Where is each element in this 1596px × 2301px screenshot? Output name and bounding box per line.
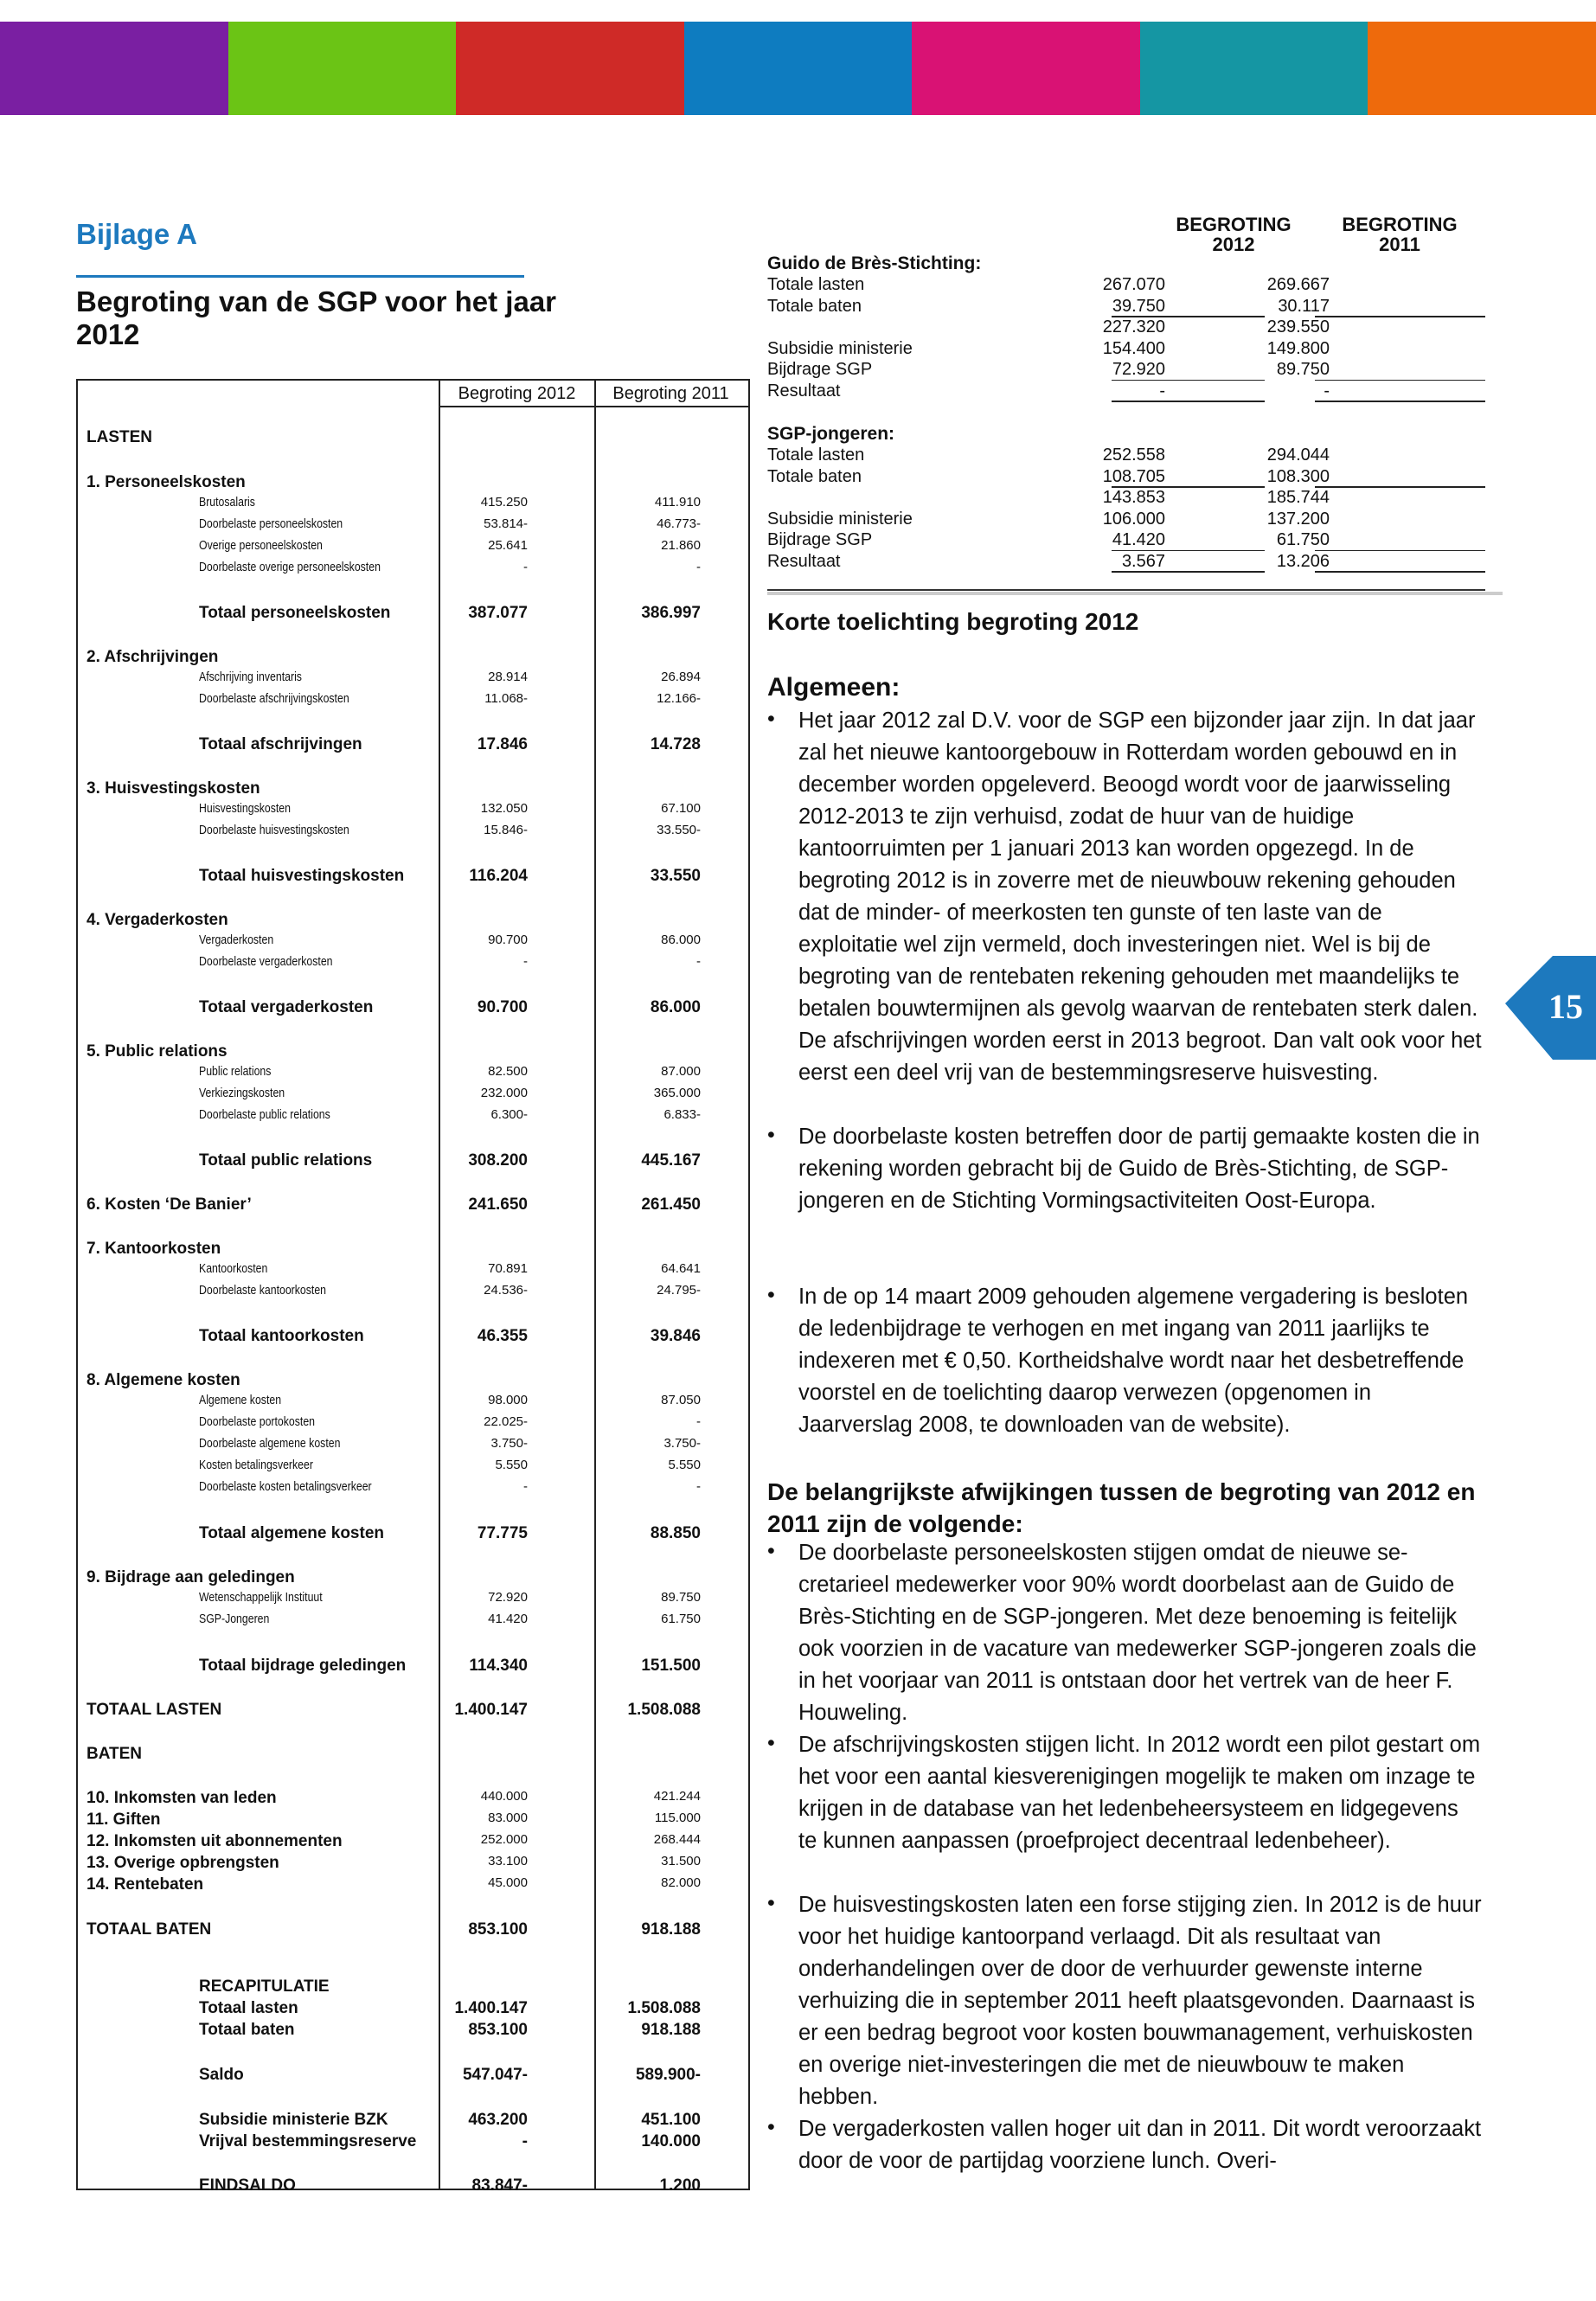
org-row: [767, 467, 1485, 488]
org-value-2011: 30.117: [1278, 296, 1330, 316]
org-value-2012: 39.750: [1112, 296, 1165, 316]
org-value-2012: 227.320: [1102, 317, 1165, 336]
value-2011: 33.550-: [657, 823, 701, 837]
bullet-text: De doorbelaste personeelskosten stijgen omdat de nieuwe secretarieel medewerker voor 90% wordt doorbelast aan de Guido de Brès-Stichting en de SGP-jongeren. Met deze benoeming is feitelijk ook voorzien in de vacature van medewerker SGP-jongeren zoals die in het voorjaar van 2011 is ontstaan door het vertrek van de heer F. Houweling.: [798, 1541, 1477, 1725]
row-label: Afschrijving inventaris: [199, 670, 302, 684]
row-label: Totaal afschrijvingen: [199, 735, 362, 753]
table-row: [78, 1789, 748, 1811]
table-row: [78, 1657, 748, 1678]
value-2011: 1.200: [659, 2176, 701, 2195]
bullet-text: De afschrijvingskosten stijgen licht. In 2012 wordt een pilot gestart om het voor een aantal kiesverenigingen mogelijk te maken om inzage te krijgen in de database van het ledenbeheersysteem en lidgegevens te kunnen aanpassen (proefproject decentraal ledenbeheer).: [798, 1733, 1481, 1853]
value-2012: 3.750-: [490, 1436, 528, 1451]
value-2012: -: [523, 1479, 528, 1494]
table-row: [78, 1832, 748, 1854]
row-label: Doorbelaste vergaderkosten: [199, 954, 333, 969]
sum-rule: [1315, 571, 1485, 573]
row-label: Totaal public relations: [199, 1151, 373, 1170]
section-rule: [767, 589, 1485, 591]
row-label: TOTAAL BATEN: [87, 1920, 212, 1939]
row-label: 8. Algemene kosten: [87, 1371, 240, 1389]
column-header-2012: Begroting 2012: [458, 384, 576, 403]
jongeren-title: [767, 424, 1485, 445]
value-2012: 440.000: [480, 1789, 528, 1804]
table-row: [78, 1393, 748, 1414]
row-label: Kantoorkosten: [199, 1261, 268, 1276]
bullet-icon: •: [767, 1283, 775, 1307]
color-bar: [912, 22, 1140, 115]
table-row: [78, 2066, 748, 2087]
table-row: [78, 823, 748, 844]
row-label: SGP-Jongeren: [199, 1612, 270, 1626]
color-bar: [0, 22, 228, 115]
table-row: [78, 1479, 748, 1501]
org-row: [767, 445, 1485, 466]
row-label: Doorbelaste kosten betalingsverkeer: [199, 1479, 372, 1494]
table-row: [78, 1261, 748, 1283]
value-2012: 241.650: [468, 1195, 528, 1214]
org-value-2011: -: [1324, 381, 1330, 401]
bullet-icon: •: [767, 707, 775, 731]
value-2012: 41.420: [488, 1612, 528, 1626]
value-2012: -: [523, 954, 528, 969]
value-2011: 140.000: [641, 2132, 701, 2150]
org-row-label: Bijdrage SGP: [767, 530, 873, 549]
section-label: Bijlage A: [76, 218, 197, 250]
value-2011: 5.550: [668, 1458, 701, 1472]
row-label: Saldo: [199, 2066, 244, 2084]
right-col-header-2012-text: BEGROTING 2012: [1176, 214, 1292, 255]
value-2012: 252.000: [480, 1832, 528, 1847]
value-2011: 918.188: [641, 2021, 701, 2039]
table-row: [78, 1371, 748, 1393]
value-2011: 82.000: [661, 1875, 701, 1890]
org-value-2012: 143.853: [1102, 488, 1165, 507]
value-2012: -: [523, 560, 528, 574]
value-2012: 28.914: [488, 670, 528, 684]
sum-rule: [1112, 401, 1265, 402]
value-2012: 463.200: [468, 2111, 528, 2129]
table-row: [78, 1458, 748, 1479]
row-label: Totaal kantoorkosten: [199, 1327, 364, 1345]
row-label: 13. Overige opbrengsten: [87, 1854, 279, 1872]
value-2011: 589.900-: [635, 2066, 701, 2084]
value-2012: 6.300-: [490, 1107, 528, 1122]
value-2011: -: [696, 560, 701, 574]
row-label: Brutosalaris: [199, 495, 255, 510]
value-2011: 451.100: [641, 2111, 701, 2129]
value-2011: 88.850: [650, 1524, 701, 1542]
color-bar: [1368, 22, 1596, 115]
table-row: [78, 1811, 748, 1832]
table-row: [78, 1745, 748, 1766]
value-2012: 232.000: [480, 1086, 528, 1100]
bullet-icon: •: [767, 1123, 775, 1147]
row-label: Doorbelaste portokosten: [199, 1414, 316, 1429]
sum-rule: [1112, 316, 1265, 317]
value-2011: 46.773-: [657, 516, 701, 531]
value-2011: 386.997: [641, 604, 701, 622]
org-row-label: Resultaat: [767, 551, 841, 571]
org-row-label: Subsidie ministerie: [767, 509, 913, 529]
table-row: [78, 998, 748, 1020]
color-bar: [228, 22, 457, 115]
org-value-2012: 106.000: [1102, 509, 1165, 529]
sum-rule: [1112, 571, 1265, 573]
table-row: [78, 2021, 748, 2042]
row-label: Vergaderkosten: [199, 933, 274, 947]
value-2012: 90.700: [477, 998, 528, 1016]
bullet-icon: •: [767, 2115, 775, 2139]
value-2012: 132.050: [480, 801, 528, 816]
right-col-header-2011-text: BEGROTING 2011: [1342, 214, 1458, 255]
value-2012: 114.340: [469, 1657, 528, 1675]
row-label: RECAPITULATIE: [199, 1977, 330, 1996]
value-2012: 17.846: [477, 735, 528, 753]
value-2011: 261.450: [641, 1195, 701, 1214]
value-2012: 15.846-: [484, 823, 528, 837]
table-row: [78, 1195, 748, 1217]
row-label: 5. Public relations: [87, 1042, 228, 1061]
org-value-2011: 108.300: [1266, 466, 1330, 486]
org-value-2011: 13.206: [1276, 551, 1330, 571]
table-row: [78, 1701, 748, 1722]
table-row: [78, 604, 748, 625]
org-value-2011: 61.750: [1276, 530, 1330, 549]
value-2012: 25.641: [488, 538, 528, 553]
value-2011: 918.188: [641, 1920, 701, 1939]
value-2012: 5.550: [495, 1458, 528, 1472]
value-2011: -: [696, 1414, 701, 1429]
value-2011: 64.641: [661, 1261, 701, 1276]
org-row: [767, 297, 1485, 317]
value-2012: 547.047-: [462, 2066, 528, 2084]
row-label: Doorbelaste public relations: [199, 1107, 330, 1122]
value-2012: -: [522, 2132, 528, 2150]
row-label: 10. Inkomsten van leden: [87, 1789, 277, 1807]
value-2011: 6.833-: [663, 1107, 701, 1122]
org-value-2012: 72.920: [1112, 360, 1165, 379]
row-label: Doorbelaste overige personeelskosten: [199, 560, 381, 574]
org-row: [767, 381, 1485, 402]
row-label: TOTAAL LASTEN: [87, 1701, 222, 1719]
table-row: [78, 1240, 748, 1261]
value-2012: 1.400.147: [454, 1999, 528, 2017]
org-value-2012: 108.705: [1102, 466, 1165, 486]
row-label: 12. Inkomsten uit abonnementen: [87, 1832, 343, 1850]
org-value-2012: 41.420: [1112, 530, 1165, 549]
row-label: Verkiezingskosten: [199, 1086, 285, 1100]
value-2011: 67.100: [661, 801, 701, 816]
value-2011: 61.750: [661, 1612, 701, 1626]
table-row: [78, 428, 748, 450]
value-2012: 415.250: [480, 495, 528, 510]
table-row: [78, 691, 748, 713]
value-2011: 14.728: [650, 735, 701, 753]
row-label: 11. Giften: [87, 1811, 161, 1829]
value-2012: 83.000: [488, 1811, 528, 1825]
row-label: 14. Rentebaten: [87, 1875, 204, 1894]
table-row: [78, 1436, 748, 1458]
bullet-text: In de op 14 maart 2009 gehouden algemene vergadering is besloten de ledenbijdrage te verhogen en met ingang van 2011 jaarlijks te indexeren met € 0,50. Kortheidshalve wordt naar het desbetreffende voorstel en de toelichting daarop verwezen (opgenomen in Jaarverslag 2008, te downloaden van de website).: [798, 1285, 1469, 1437]
org-row-label: Totale baten: [767, 466, 862, 486]
table-row: [78, 516, 748, 538]
value-2012: 11.068-: [484, 691, 528, 706]
value-2012: 98.000: [488, 1393, 528, 1407]
row-label: 2. Afschrijvingen: [87, 648, 219, 666]
table-row: [78, 1327, 748, 1349]
value-2011: 33.550: [650, 867, 701, 885]
bullet-text: De huisvestingskosten laten een forse stijging zien. In 2012 is de huur voor het huidige kantoorpand verlaagd. Dit als resultaat van onderhandelingen over de door de verhuurder gewenste interne verhuizing die in september 2011 heeft plaatsgevonden. Daarnaast is er een bedrag begroot voor kosten bouwmanagement, verhuiskosten en overige niet-investeringen die met de nieuwbouw te maken hebben.: [798, 1893, 1482, 2109]
bullet-icon: •: [767, 1891, 775, 1915]
value-2011: 1.508.088: [627, 1701, 701, 1719]
org-row-label: Bijdrage SGP: [767, 360, 873, 379]
org-row-label: Totale baten: [767, 296, 862, 316]
table-row: [78, 2176, 748, 2198]
value-2012: 82.500: [488, 1064, 528, 1079]
general-heading: Algemeen:: [767, 673, 901, 702]
bullet-text: De vergaderkosten vallen hoger uit dan in 2011. Dit wordt veroorzaakt door de voor de partijdag voorziene lunch. Overi-: [798, 2117, 1482, 2173]
org-row: [767, 339, 1485, 360]
org-row: [767, 275, 1485, 296]
value-2011: 421.244: [653, 1789, 701, 1804]
value-2012: 77.775: [477, 1524, 528, 1542]
value-2012: 72.920: [488, 1590, 528, 1605]
row-label: 7. Kantoorkosten: [87, 1240, 221, 1258]
value-2011: 151.500: [641, 1657, 701, 1675]
value-2011: 1.508.088: [627, 1999, 701, 2017]
value-2012: 46.355: [477, 1327, 528, 1345]
value-2011: 39.846: [650, 1327, 701, 1345]
sum-rule: [1315, 316, 1485, 317]
value-2011: 3.750-: [663, 1436, 701, 1451]
row-label: Totaal bijdrage geledingen: [199, 1657, 407, 1675]
row-label: 1. Personeelskosten: [87, 473, 246, 491]
page-title: Begroting van de SGP voor het jaar 2012: [76, 285, 557, 350]
value-2011: 365.000: [653, 1086, 701, 1100]
table-row: [78, 2111, 748, 2132]
group-title: Guido de Brès-Stichting:: [767, 253, 982, 273]
color-bar: [1140, 22, 1368, 115]
org-value-2011: 269.667: [1266, 275, 1330, 294]
row-label: 3. Huisvestingskosten: [87, 779, 260, 798]
section-shadow: [767, 592, 1503, 595]
row-label: BATEN: [87, 1745, 143, 1763]
table-row: [78, 538, 748, 560]
page-number-tab: [1505, 956, 1596, 1060]
value-2011: 12.166-: [657, 691, 701, 706]
table-row: [78, 2132, 748, 2154]
budget-table: [76, 379, 750, 2195]
table-row: [78, 735, 748, 757]
row-label: 9. Bijdrage aan geledingen: [87, 1568, 295, 1586]
row-label: Doorbelaste kantoorkosten: [199, 1283, 327, 1298]
header-divider: [439, 406, 748, 407]
row-label: Wetenschappelijk Instituut: [199, 1590, 323, 1605]
row-label: Totaal personeelskosten: [199, 604, 391, 622]
value-2012: 53.814-: [484, 516, 528, 531]
page-number: 15: [1548, 987, 1583, 1026]
row-label: Totaal baten: [199, 2021, 295, 2039]
sum-rule: [1112, 380, 1265, 381]
value-2012: 70.891: [488, 1261, 528, 1276]
value-2011: 87.000: [661, 1064, 701, 1079]
sum-rule: [1315, 486, 1485, 488]
value-2011: 268.444: [653, 1832, 701, 1847]
row-label: LASTEN: [87, 428, 152, 446]
table-row: [78, 1854, 748, 1875]
org-row: [767, 552, 1485, 573]
value-2012: 33.100: [488, 1854, 528, 1868]
sum-rule: [1315, 550, 1485, 552]
table-row: [78, 1977, 748, 1999]
row-label: Totaal algemene kosten: [199, 1524, 384, 1542]
row-label: Kosten betalingsverkeer: [199, 1458, 313, 1472]
org-row-label: Resultaat: [767, 381, 841, 401]
value-2011: -: [696, 954, 701, 969]
org-value-2011: 89.750: [1276, 360, 1330, 379]
sum-rule: [1315, 380, 1485, 381]
bullet-text: De doorbelaste kosten betreffen door de partij gemaakte kosten die in rekening worden gebracht bij de Guido de Brès-Stichting, de SGP-jongeren en de Stichting Vormingsactiviteiten Oost-Europa.: [798, 1125, 1480, 1213]
value-2012: 83.847-: [471, 2176, 528, 2195]
color-bar: [456, 22, 684, 115]
guido-title: [767, 253, 1485, 274]
row-label: Doorbelaste personeelskosten: [199, 516, 343, 531]
row-label: Doorbelaste algemene kosten: [199, 1436, 341, 1451]
value-2011: 445.167: [641, 1151, 701, 1170]
table-row: [78, 911, 748, 933]
value-2012: 1.400.147: [454, 1701, 528, 1719]
table-row: [78, 1283, 748, 1304]
bullet-text: Het jaar 2012 zal D.V. voor de SGP een bijzonder jaar zijn. In dat jaar zal het nieuwe kantoorgebouw in Rotterdam worden gebouwd en in december worden opgeleverd. Beoogd wordt voor de jaarwisseling 2012-2013 te zijn verhuisd, zodat de huur van de huidige kantoorruimten per 1 januari 2013 kan worden opgezegd. In de begroting 2012 is in zoverre met de nieuwbouw rekening gehouden dat de minder- of meerkosten ten gunste of ten laste van de exploitatie wel zijn vermeld, doch investeringen niet. Wel is bij de begroting van de rentebaten rekening gehouden met maandelijks te betalen bouwtermijnen als gevolg waarvan de rentebaten sterk dalen. De afschrijvingen worden eerst in 2013 begroot. Dan valt ook voor het eerst een deel vrij van de bestemmingsreserve huisvesting.: [798, 708, 1482, 1085]
value-2012: 24.536-: [484, 1283, 528, 1298]
row-label: Doorbelaste afschrijvingskosten: [199, 691, 349, 706]
value-2012: 308.200: [468, 1151, 528, 1170]
table-row: [78, 1590, 748, 1612]
org-row: [767, 510, 1485, 530]
table-row: [78, 1042, 748, 1064]
sum-rule: [1112, 486, 1265, 488]
table-row: [78, 1086, 748, 1107]
table-row: [78, 933, 748, 954]
org-value-2011: 185.744: [1266, 488, 1330, 507]
value-2011: 89.750: [661, 1590, 701, 1605]
table-row: [78, 1920, 748, 1942]
table-row: [78, 560, 748, 581]
table-row: [78, 779, 748, 801]
org-row: [767, 317, 1485, 338]
value-2011: 24.795-: [657, 1283, 701, 1298]
row-label: EINDSALDO: [199, 2176, 296, 2195]
deviations-heading: De belangrijkste afwijkingen tussen de begroting van 2012 en 2011 zijn de volgende:: [767, 1478, 1476, 1537]
table-row: [78, 1524, 748, 1546]
value-2011: 411.910: [654, 495, 701, 510]
sum-rule: [1315, 401, 1485, 402]
value-2011: -: [696, 1479, 701, 1494]
table-row: [78, 1151, 748, 1173]
table-row: [78, 495, 748, 516]
table-row: [78, 1568, 748, 1590]
value-2011: 87.050: [661, 1393, 701, 1407]
org-value-2012: 267.070: [1102, 275, 1165, 294]
org-value-2011: 294.044: [1266, 445, 1330, 465]
value-2012: 853.100: [468, 2021, 528, 2039]
value-2011: 86.000: [650, 998, 701, 1016]
org-value-2011: 239.550: [1266, 317, 1330, 336]
row-label: Algemene kosten: [199, 1393, 282, 1407]
right-col-header-2012: [1156, 215, 1311, 254]
row-label: 6. Kosten ‘De Banier’: [87, 1195, 252, 1214]
table-row: [78, 954, 748, 976]
group-title: SGP-jongeren:: [767, 424, 895, 444]
org-row-label: Totale lasten: [767, 275, 865, 294]
value-2012: 90.700: [488, 933, 528, 947]
value-2011: 115.000: [654, 1811, 701, 1825]
bullet-icon: •: [767, 1539, 775, 1563]
row-label: Overige personeelskosten: [199, 538, 323, 553]
value-2012: 22.025-: [484, 1414, 528, 1429]
table-row: [78, 1064, 748, 1086]
row-label: Public relations: [199, 1064, 272, 1079]
row-label: Huisvestingskosten: [199, 801, 291, 816]
value-2012: 45.000: [488, 1875, 528, 1890]
table-row: [78, 473, 748, 495]
org-value-2012: 3.567: [1121, 551, 1165, 571]
table-row: [78, 801, 748, 823]
column-header-2011: Begroting 2011: [612, 384, 729, 403]
sum-rule: [1112, 550, 1265, 552]
right-col-header-2011: [1322, 215, 1477, 254]
table-row: [78, 1414, 748, 1436]
org-row-label: Subsidie ministerie: [767, 338, 913, 358]
table-row: [78, 1875, 748, 1897]
table-row: [78, 670, 748, 691]
org-value-2012: 154.400: [1102, 338, 1165, 358]
bullet-icon: •: [767, 1731, 775, 1755]
org-value-2011: 149.800: [1266, 338, 1330, 358]
row-label: Totaal vergaderkosten: [199, 998, 374, 1016]
org-value-2012: 252.558: [1102, 445, 1165, 465]
org-row: [767, 488, 1485, 509]
table-row: [78, 1107, 748, 1129]
value-2012: 853.100: [468, 1920, 528, 1939]
value-2012: 116.204: [469, 867, 528, 885]
row-label: 4. Vergaderkosten: [87, 911, 228, 929]
value-2011: 26.894: [661, 670, 701, 684]
table-row: [78, 648, 748, 670]
value-2012: 387.077: [468, 604, 528, 622]
table-row: [78, 1999, 748, 2021]
org-row: [767, 360, 1485, 381]
row-label: Totaal lasten: [199, 1999, 298, 2017]
row-label: Totaal huisvestingskosten: [199, 867, 405, 885]
value-2011: 86.000: [661, 933, 701, 947]
row-label: Vrijval bestemmingsreserve: [199, 2132, 417, 2150]
org-value-2011: 137.200: [1266, 509, 1330, 529]
value-2011: 21.860: [661, 538, 701, 553]
table-row: [78, 1612, 748, 1633]
explanation-heading: Korte toelichting begroting 2012: [767, 608, 1139, 635]
org-row-label: Totale lasten: [767, 445, 865, 465]
title-rule: [76, 275, 524, 278]
org-value-2012: -: [1159, 381, 1165, 401]
row-label: Doorbelaste huisvestingskosten: [199, 823, 349, 837]
value-2011: 31.500: [661, 1854, 701, 1868]
org-row: [767, 530, 1485, 551]
color-bar: [684, 22, 913, 115]
row-label: Subsidie ministerie BZK: [199, 2111, 388, 2129]
table-row: [78, 867, 748, 888]
